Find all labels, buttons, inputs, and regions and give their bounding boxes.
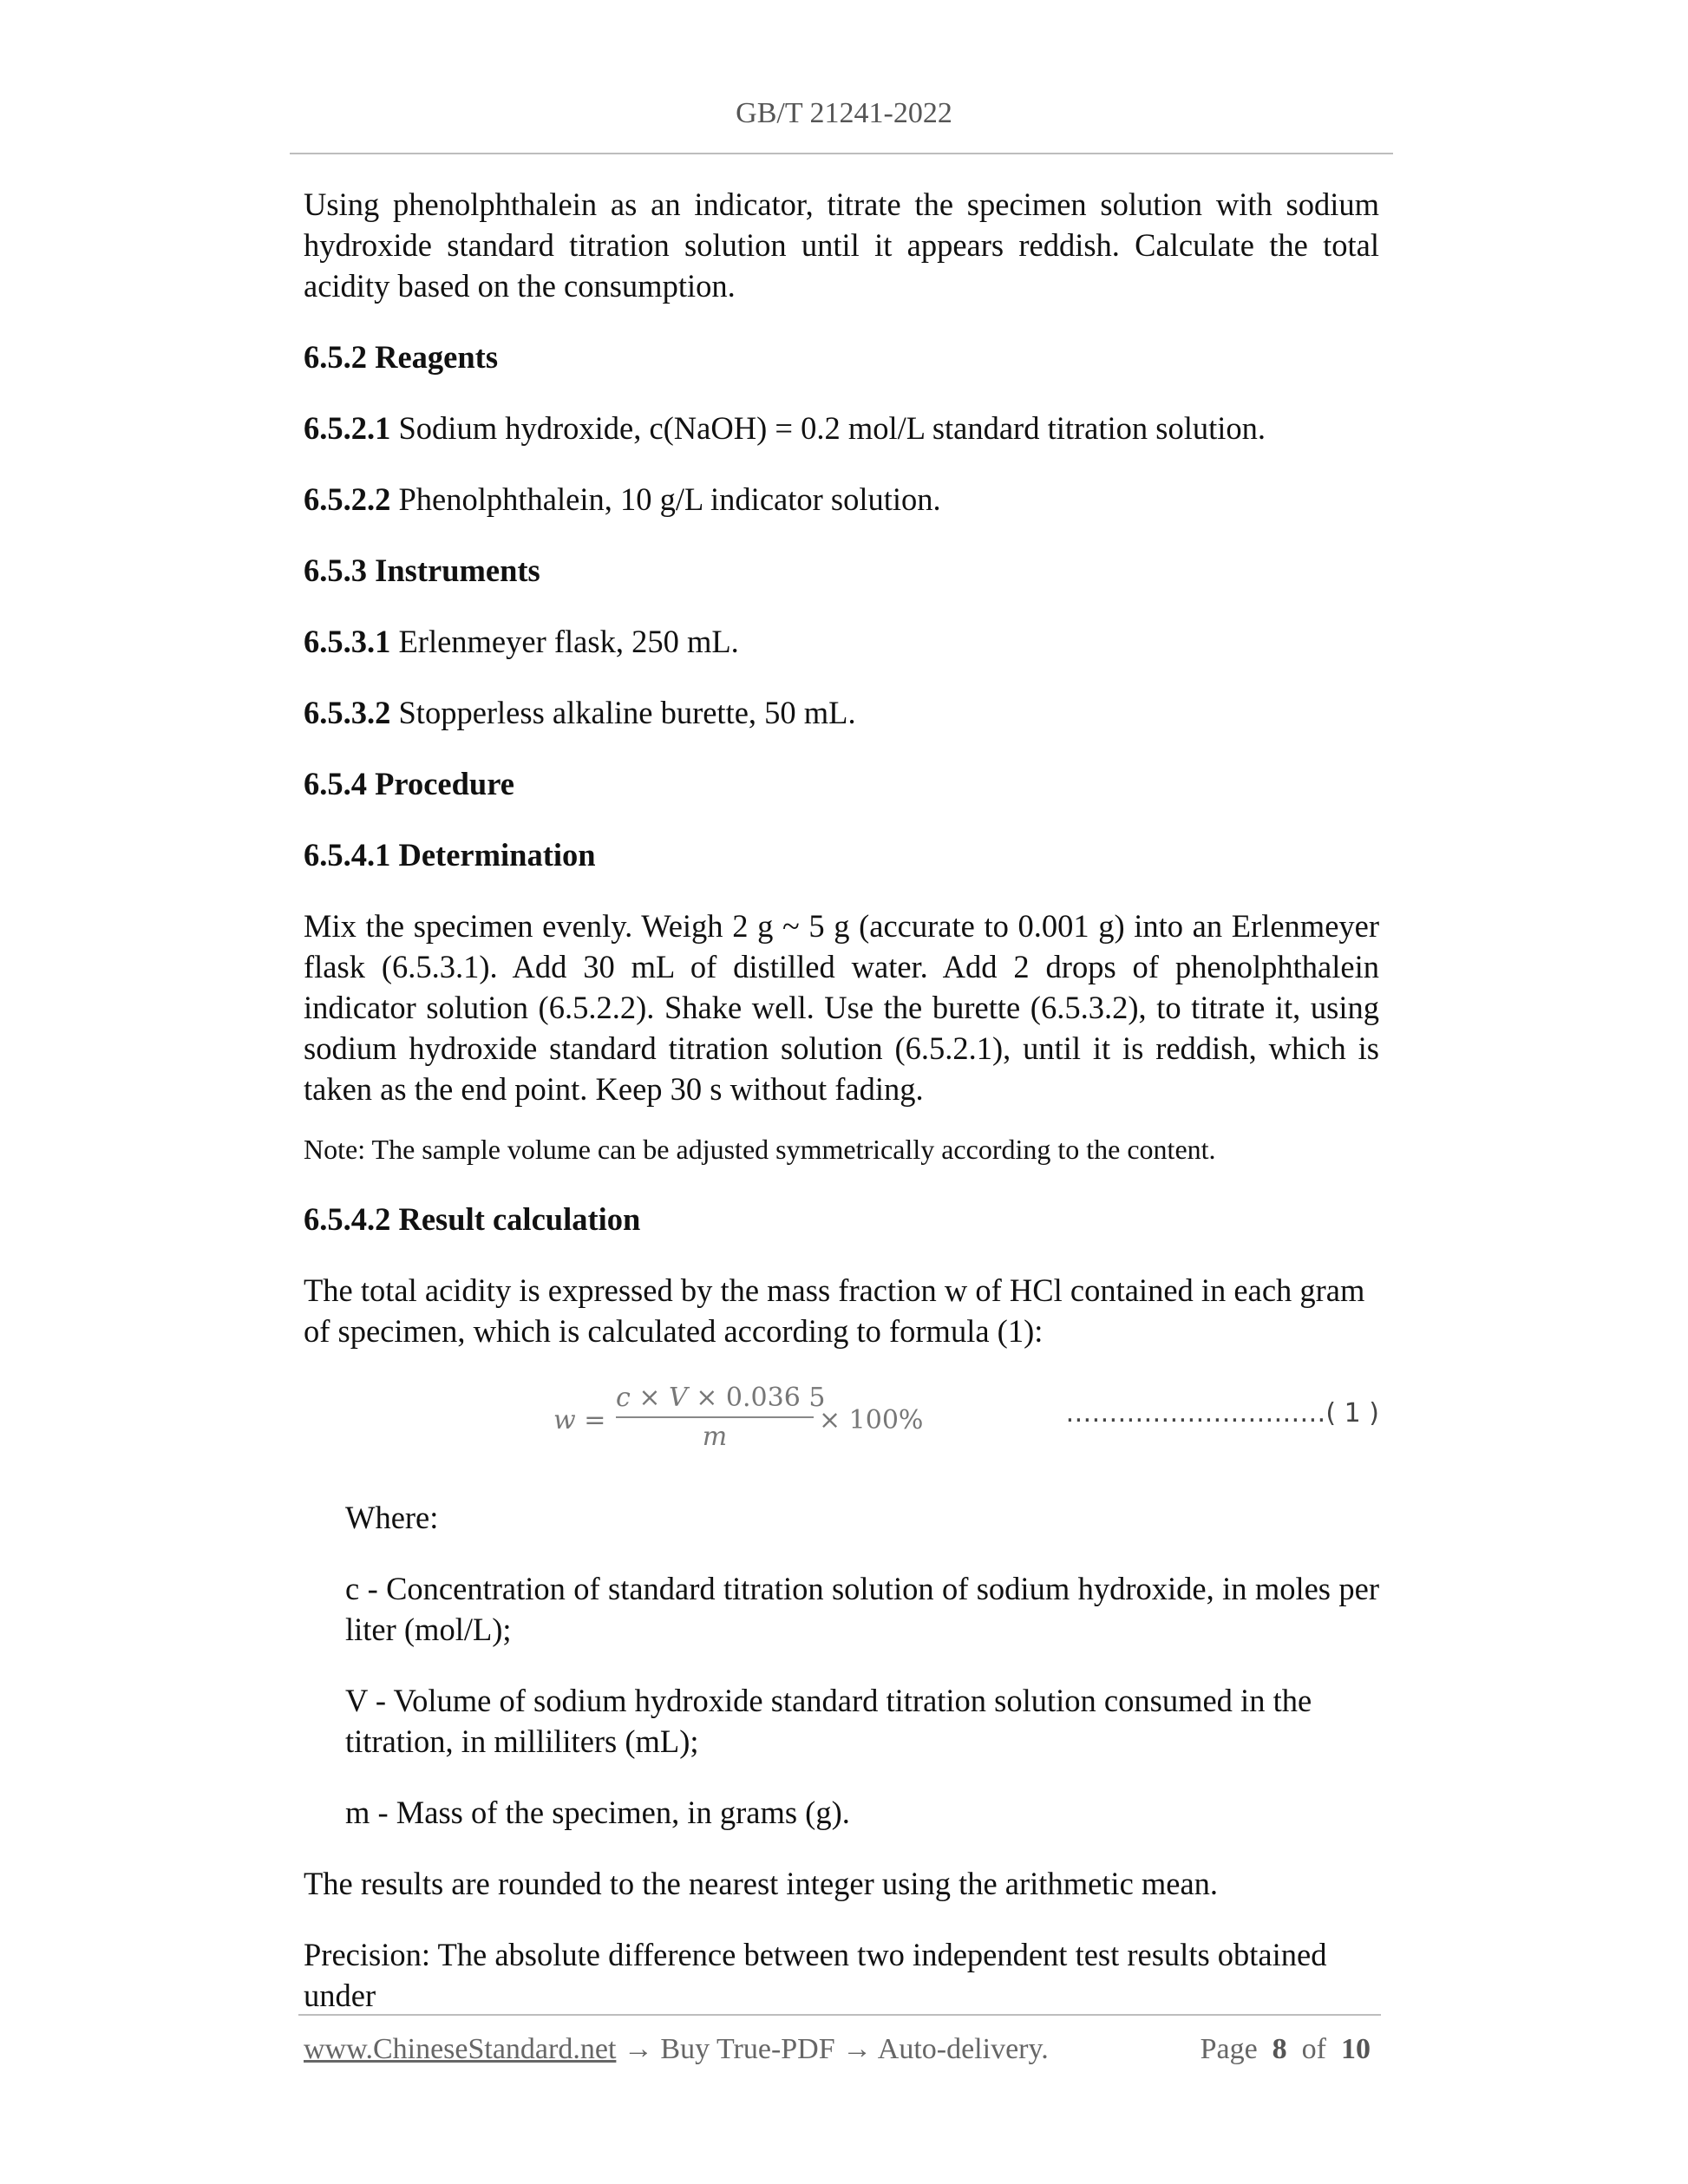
clause-number: 6.5.3.1	[304, 624, 391, 659]
section-6-5-4-2-heading: 6.5.4.2 Result calculation	[304, 1201, 641, 1237]
clause-text: Phenolphthalein, 10 g/L indicator solution.	[390, 481, 941, 517]
definition-c: c - Concentration of standard titration solution of sodium hydroxide, in moles per liter (mol/L);	[345, 1571, 1379, 1647]
footer-divider	[298, 2014, 1381, 2016]
clause-number: 6.5.3.2	[304, 695, 391, 730]
formula-multiplier: × 100%	[819, 1405, 924, 1435]
clause-6-5-3-1	[304, 621, 1379, 662]
formula-numerator: c × V × 0.036 5	[616, 1383, 814, 1418]
clause-number: 6.5.2.1	[304, 410, 391, 446]
calculation-paragraph: The total acidity is expressed by the mass fraction w of HCl contained in each gram of specimen, which is calculated according to formula (1):	[304, 1272, 1365, 1349]
page-of: of	[1301, 2033, 1326, 2065]
formula-lhs: w =	[553, 1405, 606, 1435]
section-6-5-3-heading: 6.5.3 Instruments	[304, 553, 540, 588]
definition-v: V - Volume of sodium hydroxide standard titration solution consumed in the titration, in milliliters (mL);	[345, 1683, 1312, 1759]
promo-text: → Buy True-PDF → Auto-delivery.	[616, 2033, 1049, 2065]
intro-paragraph: Using phenolphthalein as an indicator, titrate the specimen solution with sodium hydroxide standard titration solution until it appears reddish. Calculate the total acidity based on the consumption.	[304, 186, 1379, 304]
formula-1	[304, 1377, 1379, 1478]
page-current: 8	[1272, 2033, 1287, 2065]
where-label: Where:	[345, 1500, 439, 1535]
clause-6-5-2-1	[304, 408, 1379, 448]
section-6-5-4-heading: 6.5.4 Procedure	[304, 766, 514, 801]
site-link[interactable]: www.ChineseStandard.net	[304, 2033, 617, 2065]
definition-m: m - Mass of the specimen, in grams (g).	[345, 1795, 850, 1830]
clause-text: Erlenmeyer flask, 250 mL.	[390, 624, 739, 659]
clause-text: Sodium hydroxide, c(NaOH) = 0.2 mol/L standard titration solution.	[390, 410, 1266, 446]
rounding-paragraph: The results are rounded to the nearest integer using the arithmetic mean.	[304, 1866, 1219, 1901]
formula-number: …………………………( 1 )	[1065, 1398, 1379, 1429]
page-content	[304, 184, 1379, 2016]
page-label: Page	[1200, 2033, 1258, 2065]
clause-number: 6.5.2.2	[304, 481, 391, 517]
precision-paragraph: Precision: The absolute difference between two independent test results obtained under	[304, 1937, 1327, 2013]
determination-paragraph: Mix the specimen evenly. Weigh 2 g ~ 5 g (accurate to 0.001 g) into an Erlenmeyer flask (6.5.3.1). Add 30 mL of distilled water. Add 2 drops of phenolphthalein indicator solution (6.5.2.2). Shake well. Use the burette (6.5.3.2), to titrate it, using sodium hydroxide standard titration solution (6.5.2.1), until it is reddish, which is taken as the end point. Keep 30 s without fading.	[304, 908, 1379, 1107]
header-divider	[290, 153, 1393, 154]
clause-6-5-3-2	[304, 692, 1379, 733]
page-indicator	[1201, 2033, 1371, 2066]
formula-denominator: m	[702, 1422, 728, 1452]
clause-text: Stopperless alkaline burette, 50 mL.	[390, 695, 856, 730]
section-6-5-2-heading: 6.5.2 Reagents	[304, 339, 499, 375]
footer-promo	[304, 2033, 1049, 2066]
page-total: 10	[1341, 2033, 1371, 2065]
formula-fraction	[616, 1383, 826, 1452]
section-6-5-4-1-heading: 6.5.4.1 Determination	[304, 837, 596, 873]
standard-code-header: GB/T 21241-2022	[736, 97, 952, 129]
note-text: Note: The sample volume can be adjusted symmetrically according to the content.	[304, 1134, 1216, 1165]
clause-6-5-2-2	[304, 479, 1379, 520]
